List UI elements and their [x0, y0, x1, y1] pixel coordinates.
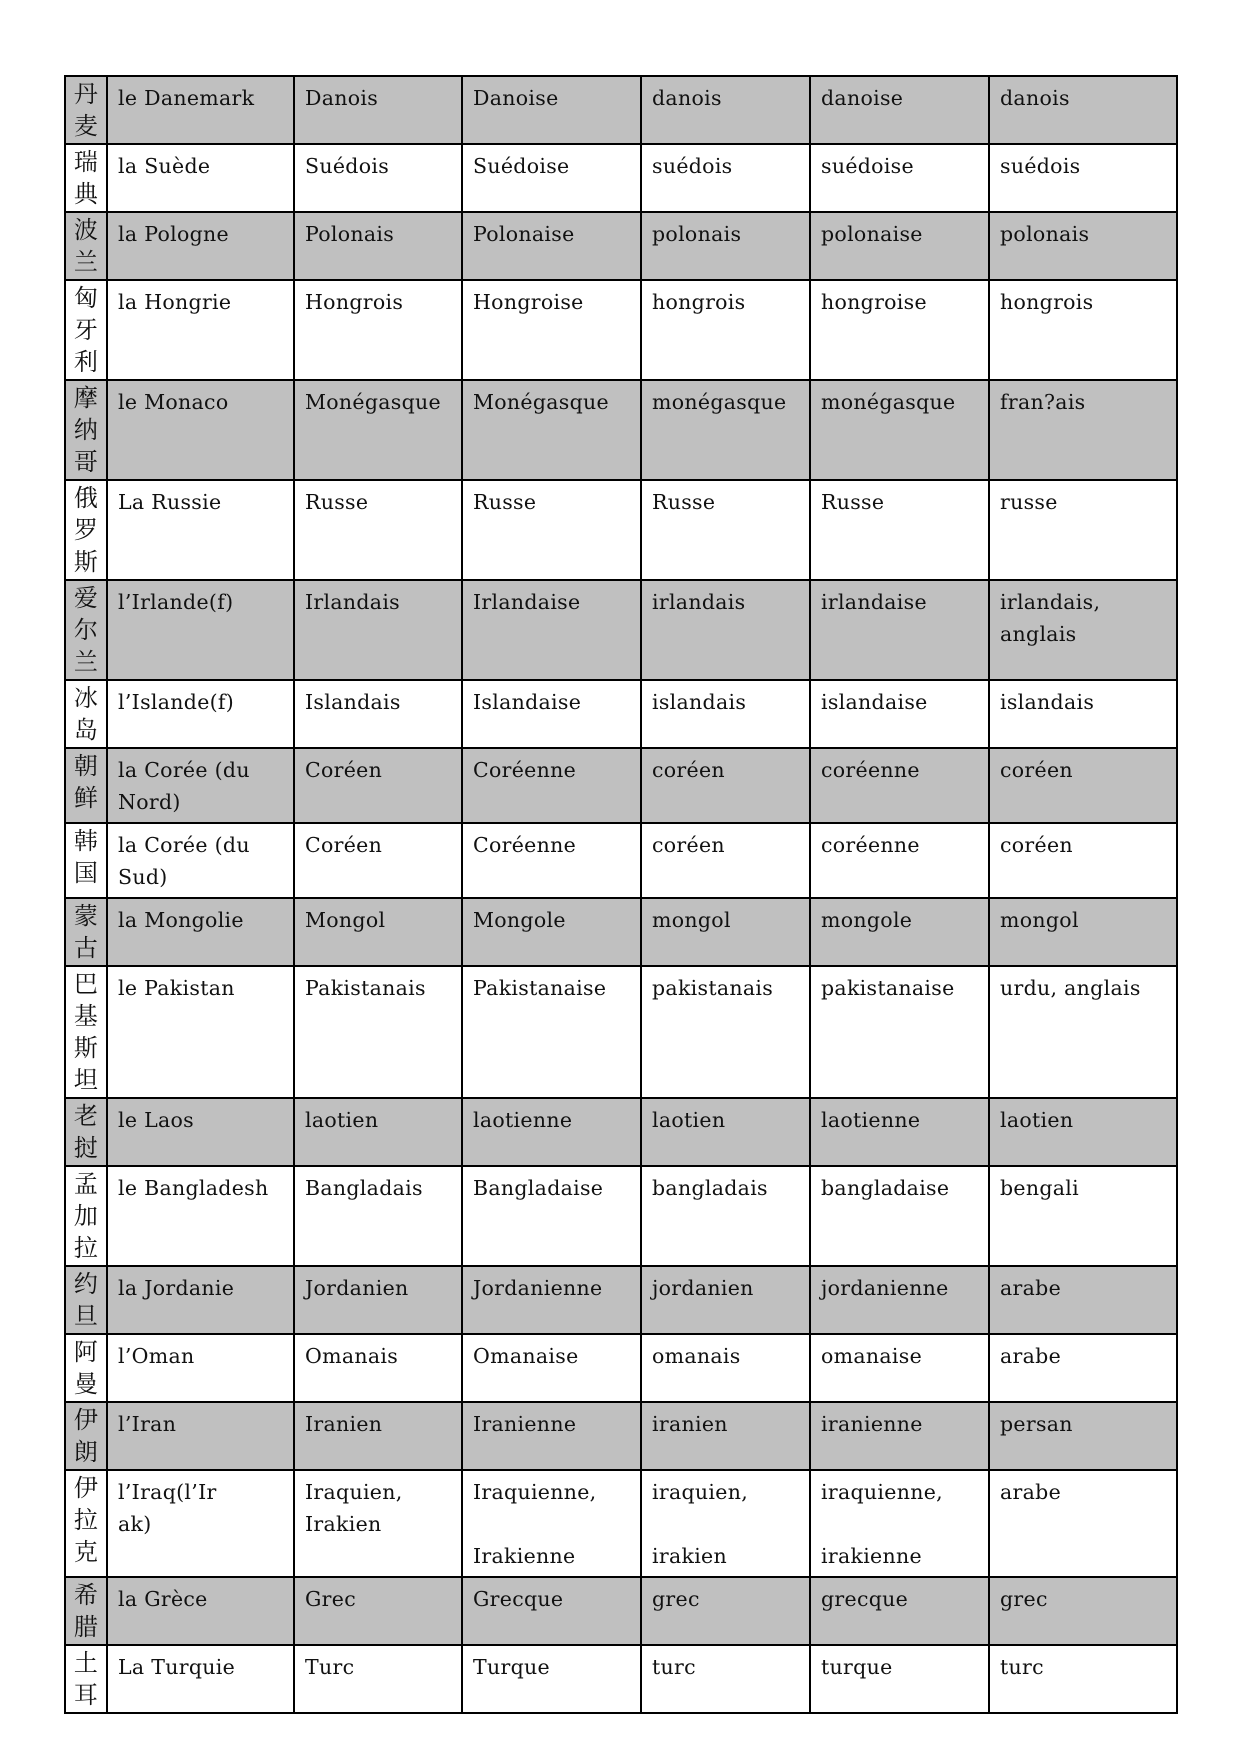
- adjective-feminine-cell: turque: [810, 1645, 989, 1713]
- country-cell: l’Iraq(l’Ir ak): [107, 1470, 294, 1577]
- nationality-feminine-cell: Russe: [462, 480, 641, 580]
- language-cell: hongrois: [989, 280, 1177, 380]
- nationality-masculine-cell: Hongrois: [294, 280, 462, 380]
- table-row: [65, 1402, 1177, 1470]
- nationality-feminine-cell: Jordanienne: [462, 1266, 641, 1334]
- nationality-masculine-cell: Coréen: [294, 748, 462, 823]
- adjective-masculine-cell: irlandais: [641, 580, 810, 680]
- country-cell: l’Oman: [107, 1334, 294, 1402]
- country-cell: la Grèce: [107, 1577, 294, 1645]
- country-cell: la Corée (du Nord): [107, 748, 294, 823]
- chinese-name-cell: 伊拉克: [65, 1470, 107, 1577]
- nationality-masculine-cell: Turc: [294, 1645, 462, 1713]
- nationality-masculine-cell: Jordanien: [294, 1266, 462, 1334]
- nationality-masculine-cell: Irlandais: [294, 580, 462, 680]
- nationality-feminine-cell: Monégasque: [462, 380, 641, 480]
- chinese-name-cell: 阿曼: [65, 1334, 107, 1402]
- table-row: [65, 1334, 1177, 1402]
- table-row: [65, 76, 1177, 144]
- country-cell: le Pakistan: [107, 966, 294, 1098]
- nationality-masculine-cell: Mongol: [294, 898, 462, 966]
- adjective-masculine-cell: bangladais: [641, 1166, 810, 1266]
- table-row: [65, 480, 1177, 580]
- nationality-table: [64, 75, 1178, 1714]
- adjective-feminine-cell: iranienne: [810, 1402, 989, 1470]
- language-cell: polonais: [989, 212, 1177, 280]
- nationality-feminine-cell: Polonaise: [462, 212, 641, 280]
- nationality-feminine-cell: Grecque: [462, 1577, 641, 1645]
- nationality-feminine-cell: laotienne: [462, 1098, 641, 1166]
- chinese-name-cell: 约旦: [65, 1266, 107, 1334]
- adjective-feminine-cell: irlandaise: [810, 580, 989, 680]
- adjective-masculine-cell: danois: [641, 76, 810, 144]
- chinese-name-cell: 冰岛: [65, 680, 107, 748]
- adjective-feminine-cell: polonaise: [810, 212, 989, 280]
- adjective-masculine-cell: jordanien: [641, 1266, 810, 1334]
- adjective-masculine-cell: islandais: [641, 680, 810, 748]
- adjective-feminine-cell: pakistanaise: [810, 966, 989, 1098]
- adjective-feminine-cell: monégasque: [810, 380, 989, 480]
- language-cell: grec: [989, 1577, 1177, 1645]
- adjective-feminine-cell: grecque: [810, 1577, 989, 1645]
- table-row: [65, 898, 1177, 966]
- nationality-masculine-cell: Russe: [294, 480, 462, 580]
- table-row: [65, 966, 1177, 1098]
- country-cell: la Pologne: [107, 212, 294, 280]
- chinese-name-cell: 伊朗: [65, 1402, 107, 1470]
- nationality-feminine-cell: Islandaise: [462, 680, 641, 748]
- country-cell: La Russie: [107, 480, 294, 580]
- table-row: [65, 1577, 1177, 1645]
- chinese-name-cell: 巴基斯坦: [65, 966, 107, 1098]
- adjective-feminine-cell: islandaise: [810, 680, 989, 748]
- language-cell: turc: [989, 1645, 1177, 1713]
- language-cell: persan: [989, 1402, 1177, 1470]
- table-row: [65, 1098, 1177, 1166]
- table-row: [65, 823, 1177, 898]
- adjective-feminine-cell: mongole: [810, 898, 989, 966]
- adjective-feminine-cell: bangladaise: [810, 1166, 989, 1266]
- chinese-name-cell: 瑞典: [65, 144, 107, 212]
- nationality-masculine-cell: Islandais: [294, 680, 462, 748]
- adjective-masculine-cell: iraquien, irakien: [641, 1470, 810, 1577]
- adjective-masculine-cell: Russe: [641, 480, 810, 580]
- country-cell: l’Iran: [107, 1402, 294, 1470]
- table-row: [65, 280, 1177, 380]
- adjective-masculine-cell: omanais: [641, 1334, 810, 1402]
- nationality-feminine-cell: Coréenne: [462, 823, 641, 898]
- adjective-feminine-cell: coréenne: [810, 823, 989, 898]
- adjective-masculine-cell: grec: [641, 1577, 810, 1645]
- nationality-masculine-cell: Pakistanais: [294, 966, 462, 1098]
- nationality-feminine-cell: Iranienne: [462, 1402, 641, 1470]
- country-cell: l’Irlande(f): [107, 580, 294, 680]
- table-row: [65, 748, 1177, 823]
- nationality-masculine-cell: Polonais: [294, 212, 462, 280]
- language-cell: coréen: [989, 823, 1177, 898]
- language-cell: islandais: [989, 680, 1177, 748]
- adjective-feminine-cell: hongroise: [810, 280, 989, 380]
- language-cell: laotien: [989, 1098, 1177, 1166]
- nationality-masculine-cell: Bangladais: [294, 1166, 462, 1266]
- language-cell: arabe: [989, 1266, 1177, 1334]
- adjective-masculine-cell: suédois: [641, 144, 810, 212]
- chinese-name-cell: 摩纳哥: [65, 380, 107, 480]
- adjective-masculine-cell: monégasque: [641, 380, 810, 480]
- adjective-masculine-cell: pakistanais: [641, 966, 810, 1098]
- adjective-masculine-cell: laotien: [641, 1098, 810, 1166]
- language-cell: irlandais, anglais: [989, 580, 1177, 680]
- language-cell: danois: [989, 76, 1177, 144]
- chinese-name-cell: 蒙古: [65, 898, 107, 966]
- nationality-feminine-cell: Bangladaise: [462, 1166, 641, 1266]
- adjective-masculine-cell: coréen: [641, 823, 810, 898]
- adjective-feminine-cell: suédoise: [810, 144, 989, 212]
- adjective-masculine-cell: coréen: [641, 748, 810, 823]
- table-row: [65, 212, 1177, 280]
- chinese-name-cell: 爱尔兰: [65, 580, 107, 680]
- chinese-name-cell: 土耳: [65, 1645, 107, 1713]
- country-cell: la Hongrie: [107, 280, 294, 380]
- adjective-feminine-cell: laotienne: [810, 1098, 989, 1166]
- chinese-name-cell: 丹麦: [65, 76, 107, 144]
- table-body: [65, 76, 1177, 1713]
- chinese-name-cell: 朝鲜: [65, 748, 107, 823]
- language-cell: suédois: [989, 144, 1177, 212]
- language-cell: arabe: [989, 1334, 1177, 1402]
- adjective-feminine-cell: danoise: [810, 76, 989, 144]
- nationality-feminine-cell: Iraquienne, Irakienne: [462, 1470, 641, 1577]
- nationality-feminine-cell: Pakistanaise: [462, 966, 641, 1098]
- language-cell: urdu, anglais: [989, 966, 1177, 1098]
- language-cell: bengali: [989, 1166, 1177, 1266]
- country-cell: la Mongolie: [107, 898, 294, 966]
- country-cell: le Laos: [107, 1098, 294, 1166]
- country-cell: le Danemark: [107, 76, 294, 144]
- table-row: [65, 144, 1177, 212]
- table-row: [65, 1266, 1177, 1334]
- chinese-name-cell: 老挝: [65, 1098, 107, 1166]
- nationality-feminine-cell: Turque: [462, 1645, 641, 1713]
- country-cell: la Suède: [107, 144, 294, 212]
- chinese-name-cell: 孟加拉: [65, 1166, 107, 1266]
- adjective-feminine-cell: iraquienne, irakienne: [810, 1470, 989, 1577]
- nationality-feminine-cell: Danoise: [462, 76, 641, 144]
- adjective-masculine-cell: hongrois: [641, 280, 810, 380]
- nationality-masculine-cell: Iranien: [294, 1402, 462, 1470]
- chinese-name-cell: 匈牙利: [65, 280, 107, 380]
- table-row: [65, 1166, 1177, 1266]
- adjective-feminine-cell: coréenne: [810, 748, 989, 823]
- nationality-feminine-cell: Hongroise: [462, 280, 641, 380]
- language-cell: russe: [989, 480, 1177, 580]
- table-row: [65, 1645, 1177, 1713]
- nationality-feminine-cell: Coréenne: [462, 748, 641, 823]
- language-cell: coréen: [989, 748, 1177, 823]
- table-row: [65, 580, 1177, 680]
- country-cell: La Turquie: [107, 1645, 294, 1713]
- nationality-masculine-cell: Danois: [294, 76, 462, 144]
- nationality-masculine-cell: Coréen: [294, 823, 462, 898]
- country-cell: le Bangladesh: [107, 1166, 294, 1266]
- nationality-feminine-cell: Irlandaise: [462, 580, 641, 680]
- table-row: [65, 380, 1177, 480]
- table-row: [65, 680, 1177, 748]
- language-cell: arabe: [989, 1470, 1177, 1577]
- nationality-masculine-cell: Iraquien, Irakien: [294, 1470, 462, 1577]
- nationality-feminine-cell: Suédoise: [462, 144, 641, 212]
- adjective-masculine-cell: iranien: [641, 1402, 810, 1470]
- language-cell: fran?ais: [989, 380, 1177, 480]
- chinese-name-cell: 希腊: [65, 1577, 107, 1645]
- country-cell: l’Islande(f): [107, 680, 294, 748]
- nationality-masculine-cell: Suédois: [294, 144, 462, 212]
- nationality-masculine-cell: Omanais: [294, 1334, 462, 1402]
- adjective-feminine-cell: omanaise: [810, 1334, 989, 1402]
- country-cell: la Corée (du Sud): [107, 823, 294, 898]
- chinese-name-cell: 俄罗斯: [65, 480, 107, 580]
- nationality-feminine-cell: Mongole: [462, 898, 641, 966]
- adjective-feminine-cell: jordanienne: [810, 1266, 989, 1334]
- adjective-masculine-cell: turc: [641, 1645, 810, 1713]
- adjective-masculine-cell: polonais: [641, 212, 810, 280]
- country-cell: le Monaco: [107, 380, 294, 480]
- nationality-masculine-cell: Monégasque: [294, 380, 462, 480]
- chinese-name-cell: 波兰: [65, 212, 107, 280]
- nationality-masculine-cell: Grec: [294, 1577, 462, 1645]
- nationality-feminine-cell: Omanaise: [462, 1334, 641, 1402]
- chinese-name-cell: 韩国: [65, 823, 107, 898]
- table-row: [65, 1470, 1177, 1577]
- adjective-feminine-cell: Russe: [810, 480, 989, 580]
- nationality-masculine-cell: laotien: [294, 1098, 462, 1166]
- country-cell: la Jordanie: [107, 1266, 294, 1334]
- language-cell: mongol: [989, 898, 1177, 966]
- adjective-masculine-cell: mongol: [641, 898, 810, 966]
